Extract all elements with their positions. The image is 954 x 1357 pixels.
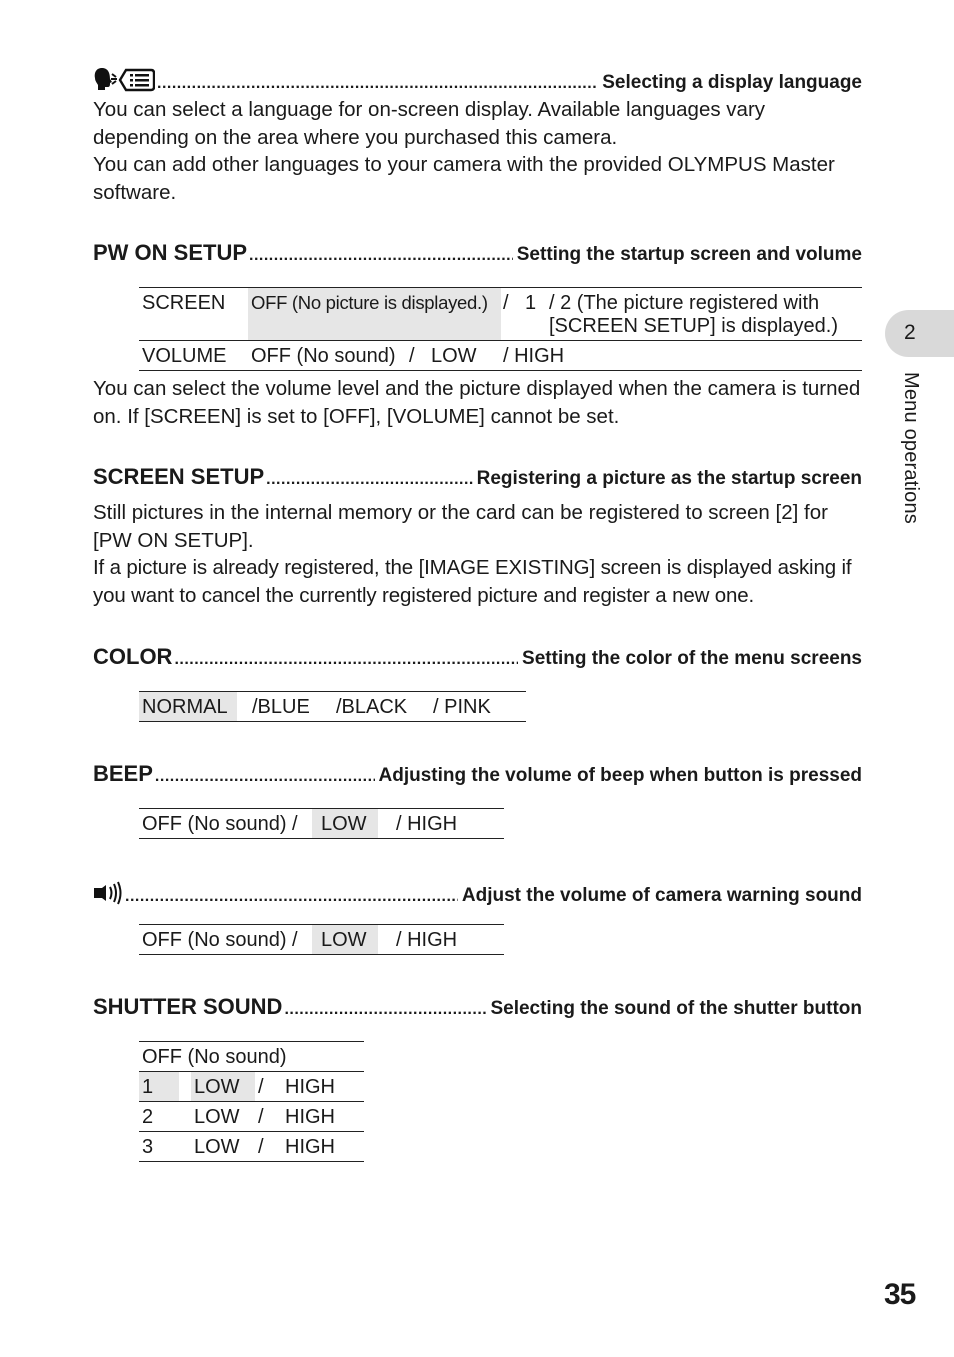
- leader-dots: [249, 247, 513, 265]
- leader-dots: [266, 471, 472, 489]
- leader-dots: [284, 1001, 486, 1019]
- section-description: Setting the startup screen and volume: [516, 244, 862, 265]
- color-option-black: /BLACK: [336, 696, 408, 718]
- chapter-tab: [885, 310, 954, 357]
- language-body: [93, 96, 865, 206]
- pw-on-setup-body: [93, 375, 865, 430]
- beep-option-high: / HIGH: [396, 813, 458, 835]
- color-option-pink: / PINK: [433, 696, 491, 718]
- speaker-icon: [93, 881, 125, 905]
- separator: /: [258, 1106, 264, 1128]
- table-rule: [139, 340, 862, 341]
- warning-option-high: / HIGH: [396, 929, 458, 951]
- separator: /: [258, 1076, 264, 1098]
- screen-option-2-cont: [SCREEN SETUP] is displayed.): [549, 315, 838, 337]
- warning-option-off: OFF (No sound) /: [142, 929, 298, 951]
- separator: /: [409, 345, 415, 367]
- section-description: Setting the color of the menu screens: [522, 648, 862, 669]
- paragraph: If a picture is already registered, the [IMAGE EXISTING] screen is displayed asking if you want to cancel the currently registered picture and register a new one.: [93, 556, 852, 607]
- section-title: SHUTTER SOUND: [93, 994, 283, 1019]
- shutter-row-high: HIGH: [285, 1136, 335, 1158]
- color-header: [93, 644, 862, 670]
- table-rule: [139, 954, 504, 955]
- leader-dots: [155, 768, 375, 786]
- warning-sound-description: Adjust the volume of camera warning sound: [461, 885, 862, 906]
- leader-dots: [125, 888, 458, 906]
- shutter-row-high: HIGH: [285, 1076, 335, 1098]
- table-rule: [139, 838, 504, 839]
- beep-option-low: LOW: [321, 813, 367, 835]
- shutter-sound-header: [93, 994, 862, 1020]
- table-rule: [139, 1041, 364, 1042]
- chapter-label: Menu operations: [900, 372, 922, 524]
- table-rule: [139, 1131, 364, 1132]
- shutter-row-num: 1: [142, 1076, 154, 1098]
- screen-option-2: / 2 (The picture registered with: [549, 292, 820, 314]
- shutter-row-low: LOW: [194, 1076, 240, 1098]
- leader-dots: [174, 651, 518, 669]
- shutter-row-num: 2: [142, 1106, 154, 1128]
- volume-off-option: OFF (No sound): [251, 345, 396, 367]
- warning-option-low: LOW: [321, 929, 367, 951]
- table-rule: [139, 370, 862, 371]
- section-title: PW ON SETUP: [93, 240, 248, 265]
- section-description: Selecting the sound of the shutter button: [490, 998, 862, 1019]
- table-rule: [139, 721, 526, 722]
- paragraph: You can select a language for on-screen display. Available languages vary depending on the area where you purchased this camera.: [93, 98, 766, 149]
- section-title: SCREEN SETUP: [93, 464, 265, 489]
- separator: /: [258, 1136, 264, 1158]
- beep-option-off: OFF (No sound) /: [142, 813, 298, 835]
- page-number: 35: [884, 1278, 916, 1311]
- paragraph: Still pictures in the internal memory or the card can be registered to screen [2] for [PW ON SETUP].: [93, 501, 828, 552]
- volume-low-option: LOW: [431, 345, 477, 367]
- section-description: Registering a picture as the startup screen: [476, 468, 862, 489]
- screen-setup-body: [93, 499, 865, 609]
- color-option-normal: NORMAL: [142, 696, 228, 718]
- beep-header: [93, 761, 862, 787]
- leader-dots: [157, 75, 598, 93]
- color-option-blue: /BLUE: [252, 696, 310, 718]
- section-title: BEEP: [93, 761, 153, 786]
- language-description: Selecting a display language: [602, 72, 862, 93]
- separator: /: [503, 292, 509, 314]
- shutter-row-num: 3: [142, 1136, 154, 1158]
- chapter-number: 2: [904, 321, 916, 344]
- table-rule: [139, 1161, 364, 1162]
- shutter-row-low: LOW: [194, 1136, 240, 1158]
- screen-off-option: OFF (No picture is displayed.): [251, 292, 488, 313]
- section-description: Adjusting the volume of beep when button is pressed: [378, 765, 862, 786]
- volume-high-option: / HIGH: [503, 345, 565, 367]
- section-title: COLOR: [93, 644, 173, 669]
- volume-label: VOLUME: [142, 345, 227, 367]
- shutter-row-high: HIGH: [285, 1106, 335, 1128]
- paragraph: You can select the volume level and the picture displayed when the camera is turned on. If [SCREEN] is set to [OFF], [VOLUME] cannot be set.: [93, 377, 861, 428]
- language-section-header: [93, 62, 862, 94]
- screen-setup-header: [93, 464, 862, 490]
- shutter-row-low: LOW: [194, 1106, 240, 1128]
- language-icon: [93, 66, 155, 90]
- table-rule: [139, 1101, 364, 1102]
- paragraph: You can add other languages to your camera with the provided OLYMPUS Master software.: [93, 153, 835, 204]
- pw-on-setup-header: [93, 240, 862, 266]
- warning-sound-header: [93, 877, 862, 907]
- screen-label: SCREEN: [142, 292, 226, 314]
- shutter-option-off: OFF (No sound): [142, 1046, 287, 1068]
- screen-option-1: 1: [525, 292, 537, 314]
